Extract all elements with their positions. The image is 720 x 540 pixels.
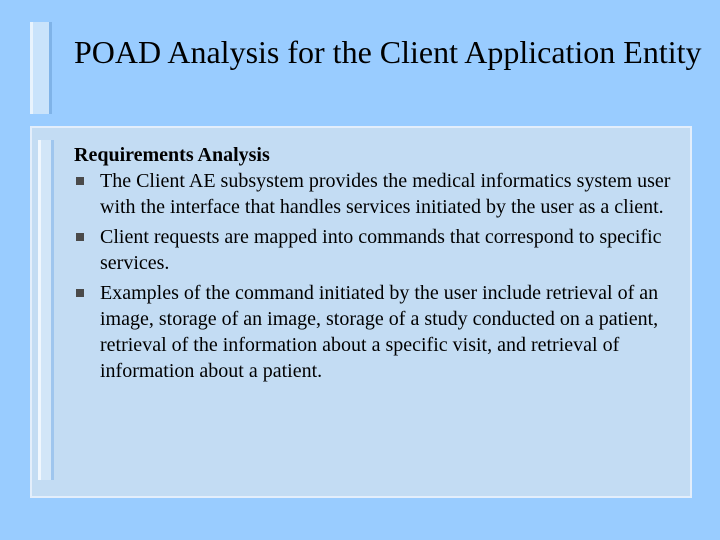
bullet-text: Examples of the command initiated by the user include retrieval of an image, storage of an image, storage of a study conducted on a patient, retrieval of the information about a specific visit, and retrieval of information about a patient. (100, 282, 659, 382)
section-heading: Requirements Analysis (74, 144, 270, 166)
list-item (74, 280, 674, 384)
bullet-text: Client requests are mapped into commands that correspond to specific services. (100, 226, 662, 274)
square-bullet-icon (76, 233, 84, 241)
title-accent-bar (30, 22, 52, 114)
content-accent-bar (38, 140, 54, 480)
square-bullet-icon (76, 177, 84, 185)
list-item (74, 224, 674, 276)
slide-title: POAD Analysis for the Client Application Entity (74, 34, 702, 70)
square-bullet-icon (76, 289, 84, 297)
list-item (74, 168, 674, 220)
slide-body (74, 142, 674, 388)
bullet-text: The Client AE subsystem provides the medical informatics system user with the interface that handles services initiated by the user as a client. (100, 170, 671, 218)
bullet-list (74, 168, 674, 384)
